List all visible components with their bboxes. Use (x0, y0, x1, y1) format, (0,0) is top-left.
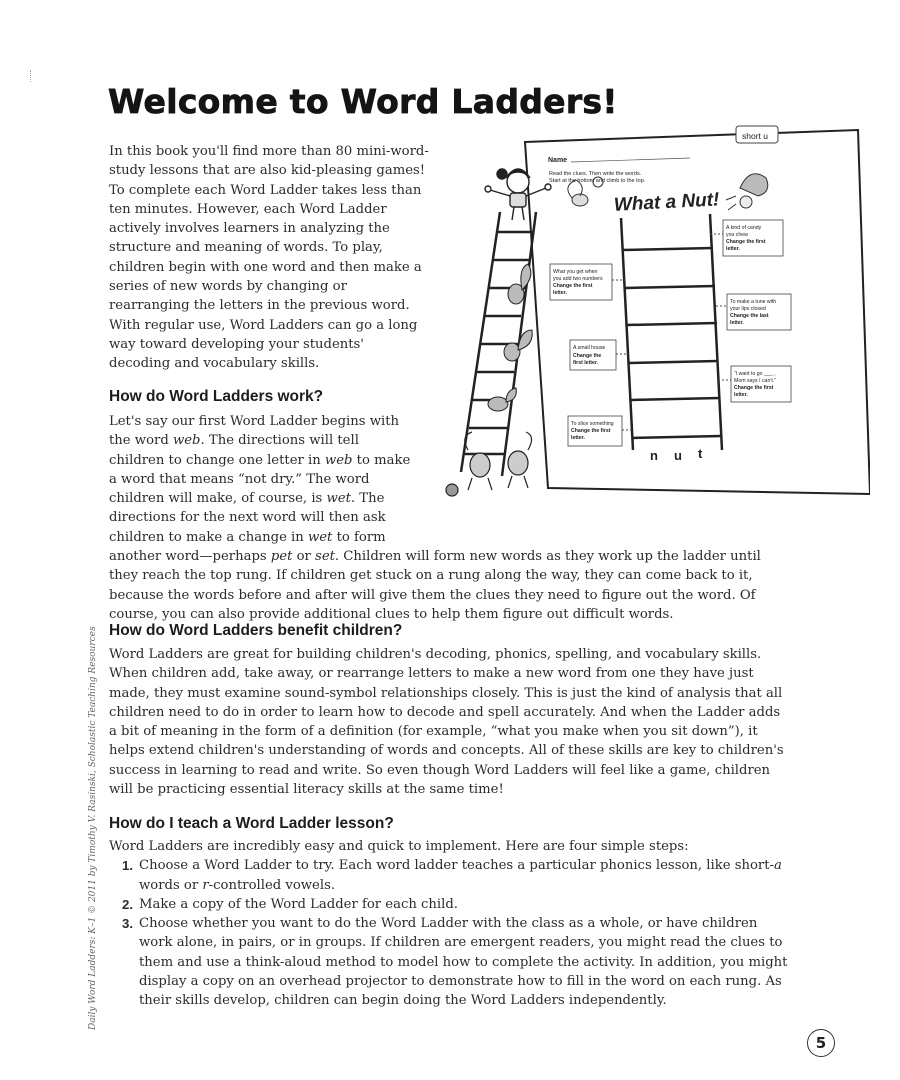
svg-text:letter.: letter. (734, 392, 748, 398)
squirrel-on-ladder (488, 264, 532, 411)
svg-text:you add two numbers: you add two numbers (553, 276, 603, 282)
example-word: wet (307, 529, 333, 545)
steps-list (109, 856, 789, 1010)
svg-text:Mom says I can't.”: Mom says I can't.” (734, 378, 776, 384)
example-word: web (172, 433, 201, 449)
directions-line-2: Start at the bottom and climb to the top. (549, 178, 646, 184)
section-heading-teach: How do I teach a Word Ladder lesson? (109, 815, 394, 832)
svg-text:Change the last: Change the last (730, 313, 769, 319)
phonics-tag-text: short u (742, 131, 768, 141)
section-benefits-text: Word Ladders are great for building children's decoding, phonics, spelling, and vocabulary skills. When children add, take away, or rearrange letters to make a new word from one they have just made, they must examine sound-symbol relationships closely. This is just the kind of analysis that all children need to do in order to learn how to decode and spell accurately. And when the Ladder adds a bit of meaning in the form of a definition (for example, “what you make when you sit down”), it helps extend children's understanding of words and concepts. All of these skills are key to children's success in learning to read and write. So even though Word Ladders will feel like a game, children will be practicing essential literacy skills at the same time! (109, 647, 784, 798)
list-item: 2. Make a copy of the Word Ladder for each child. (122, 896, 458, 912)
svg-text:first letter.: first letter. (573, 360, 599, 366)
start-letter-2: u (674, 448, 682, 463)
svg-text:letter.: letter. (571, 435, 585, 441)
start-letter-1: n (650, 448, 658, 463)
directions-line-1: Read the clues. Then write the words. (549, 171, 642, 177)
teach-intro: Word Ladders are incredibly easy and quick to implement. Here are four simple steps: (109, 839, 689, 854)
clue-box-3 (716, 294, 791, 330)
illustration-wrap-spacer (417, 412, 787, 528)
svg-text:A kind of candy: A kind of candy (726, 225, 762, 231)
section-heading-how-work: How do Word Ladders work? (109, 388, 324, 405)
svg-text:Change the first: Change the first (726, 239, 766, 245)
svg-text:A small house: A small house (573, 345, 606, 351)
name-label: Name (548, 157, 568, 164)
worksheet-title: What a Nut! (613, 189, 720, 216)
svg-text:your lips closed: your lips closed (730, 306, 766, 312)
svg-text:To slice something: To slice something (571, 421, 614, 427)
svg-text:letter.: letter. (553, 290, 567, 296)
page-title: Welcome to Word Ladders! (108, 82, 618, 121)
svg-text:Change the first: Change the first (734, 385, 774, 391)
svg-text:you chew: you chew (726, 232, 748, 238)
svg-text:What you get when: What you get when (553, 269, 598, 275)
section-teach-text (109, 837, 789, 1011)
example-word: web (324, 452, 353, 468)
example-word: pet (270, 549, 293, 565)
svg-text:letter.: letter. (726, 246, 740, 252)
svg-text:“I want to go ___ ,: “I want to go ___ , (734, 371, 776, 377)
svg-text:To make a tune with: To make a tune with (730, 299, 777, 305)
list-item: 1. Choose a Word Ladder to try. Each word ladder teaches a particular phonics lesson, like short-a words or r-controlled vowels. (122, 858, 782, 893)
example-word: wet (326, 491, 351, 507)
svg-text:Change the: Change the (573, 353, 602, 359)
svg-text:Change the first: Change the first (553, 283, 593, 289)
example-word: set (315, 549, 335, 565)
side-credit: Daily Word Ladders: K–1 © 2011 by Timothy V. Rasinski, Scholastic Teaching Resources (88, 626, 98, 1030)
intro-paragraph: In this book you'll find more than 80 mini-word-study lessons that are also kid-pleasing games! To complete each Word Ladder takes less than ten minutes. However, each Word Ladder actively involves learners in analyzing the structure and meaning of words. To play, children begin with one word and then make a series of new words by changing or rearranging the letters in the previous word. With regular use, Word Ladders can go a long way toward developing your students' decoding and vocabulary skills. (109, 144, 429, 372)
list-item: 3. Choose whether you want to do the Word Ladder with the class as a whole, or have children work alone, in pairs, or in groups. If children are emergent readers, you might read the clues to them and use a think-aloud method to model how to complete the activity. In addition, you might display a copy on an overhead projector to demonstrate how to fill in the word on each rung. As their skills develop, children can begin doing the Word Ladders independently. (122, 916, 788, 1009)
section-how-work-text: Let's say our first Word Ladder begins with the word web. The directions will tell children to change one letter in web to make a word that means “not dry.” The word children will make, of course, is wet. The directions for the next word will then ask children to make a change in wet to form another word—perhaps pet or set. Children will form new words as they work up the ladder until they reach the top rung. If children get stuck on a rung along the way, they can come back to it, because the words before and after will give them the clues they need to figure out the word. Of course, you can also provide additional clues to help them figure out difficult words. (109, 412, 787, 624)
svg-text:letter.: letter. (730, 320, 744, 326)
page-number: 5 (807, 1029, 835, 1057)
svg-text:Change the first: Change the first (571, 428, 611, 434)
start-letter-3: t (698, 446, 703, 461)
margin-mark (30, 70, 32, 82)
section-heading-benefits: How do Word Ladders benefit children? (109, 622, 403, 639)
